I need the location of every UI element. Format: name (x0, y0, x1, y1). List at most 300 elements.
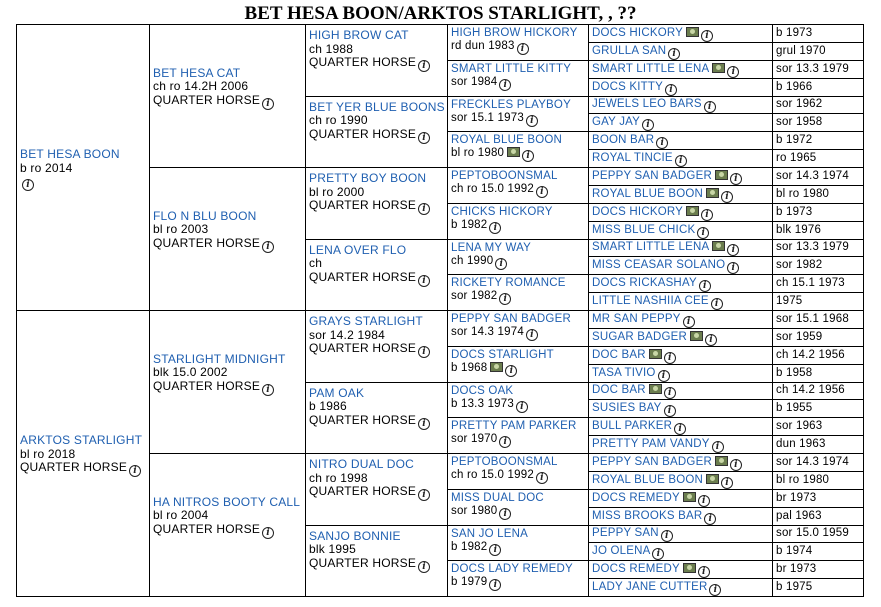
horse-color-year: bl ro 2000 (309, 184, 365, 199)
horse-name-link[interactable]: PRETTY PAM PARKER (451, 420, 577, 433)
horse-detail (451, 290, 585, 305)
horse-color-year: sor 14.3 1974 (776, 169, 849, 182)
breed-label: QUARTER HORSE (153, 92, 261, 107)
horse-cell (588, 24, 773, 43)
horse-color-year: bl ro 2004 (153, 508, 209, 522)
horse-detail-cell (772, 24, 864, 43)
horse-name-link[interactable]: DOCS RICKASHAY i (592, 277, 769, 292)
info-icon[interactable]: i (730, 173, 742, 185)
camera-icon[interactable] (715, 170, 728, 180)
horse-color-year: b 1968 (451, 361, 488, 374)
info-icon[interactable]: i (489, 222, 501, 234)
horse-cell (588, 560, 773, 579)
info-icon[interactable]: i (418, 418, 430, 430)
horse-name-link[interactable]: FRECKLES PLAYBOY (451, 98, 571, 111)
camera-icon[interactable] (649, 384, 662, 394)
horse-name-link[interactable]: MR SAN PEPPY i (592, 313, 769, 328)
info-icon[interactable]: i (489, 579, 501, 591)
camera-icon[interactable] (690, 331, 703, 341)
horse-color-year: grul 1970 (776, 44, 826, 57)
horse-color-year: bl ro 1980 (776, 473, 830, 486)
camera-icon[interactable] (686, 206, 699, 216)
horse-name-link[interactable]: GRAYS STARLIGHT (309, 314, 423, 328)
horse-color-year: b ro 2014 (20, 160, 73, 175)
horse-name-link[interactable]: JEWELS LEO BARS i (592, 98, 769, 113)
breed-label: QUARTER HORSE (309, 555, 417, 570)
horse-color-year: b 13.3 1973 (451, 397, 514, 410)
breed-label: QUARTER HORSE (20, 460, 128, 474)
horse-detail-cell (772, 292, 864, 311)
horse-detail (20, 162, 146, 176)
horse-color-year: ch ro 1990 (309, 113, 368, 127)
horse-cell (305, 453, 448, 526)
horse-color-year: ch ro 1998 (309, 470, 368, 485)
horse-cell (588, 167, 773, 186)
breed-label: QUARTER HORSE (309, 484, 417, 498)
horse-name-link[interactable]: GAY JAY i (592, 116, 769, 131)
info-icon[interactable]: i (22, 179, 34, 191)
horse-detail-cell (772, 489, 864, 508)
horse-name-link[interactable]: LADY JANE CUTTER i (592, 581, 769, 596)
horse-detail (309, 43, 444, 57)
horse-cell (588, 399, 773, 418)
info-icon[interactable]: i (418, 489, 430, 501)
info-icon[interactable]: i (262, 98, 274, 110)
info-icon[interactable]: i (698, 566, 710, 578)
horse-detail (451, 362, 585, 377)
horse-cell (447, 453, 589, 490)
horse-color-year: ch ro 15.0 1992 (451, 469, 534, 481)
horse-color-year: sor 1962 (776, 98, 823, 111)
horse-name-link[interactable]: SANJO BONNIE (309, 528, 401, 543)
horse-name-link[interactable]: CHICKS HICKORY (451, 205, 553, 218)
camera-icon[interactable] (649, 349, 662, 359)
horse-name-link[interactable]: LENA OVER FLO (309, 242, 407, 257)
horse-name-link[interactable]: ROYAL BLUE BOON i (592, 188, 769, 203)
horse-cell (588, 435, 773, 454)
horse-cell (588, 256, 773, 275)
horse-color-year: b 1975 (776, 581, 813, 594)
horse-cell (447, 417, 589, 454)
horse-detail-cell (772, 256, 864, 275)
horse-detail-cell (772, 42, 864, 61)
info-icon[interactable]: i (711, 298, 723, 310)
horse-cell (447, 525, 589, 562)
horse-name-link[interactable]: ROYAL TINCIE i (592, 152, 769, 167)
horse-cell (305, 382, 448, 455)
horse-cell (588, 525, 773, 544)
horse-detail (309, 186, 444, 200)
horse-detail (309, 257, 444, 271)
horse-detail (451, 40, 585, 55)
horse-name-link[interactable]: DOCS LADY REMEDY (451, 563, 573, 576)
horse-color-year: ch 1988 (309, 41, 354, 56)
horse-name-link[interactable]: MISS CEASAR SOLANO i (592, 259, 769, 274)
horse-cell (305, 96, 448, 169)
horse-color-year: bl ro 1980 (451, 147, 505, 160)
horse-cell (588, 149, 773, 168)
horse-color-year: bl ro 2018 (20, 446, 76, 461)
horse-detail-cell (772, 382, 864, 401)
horse-color-year: ch 14.2 1956 (776, 348, 845, 361)
camera-icon[interactable] (686, 27, 699, 37)
camera-icon[interactable] (706, 474, 719, 484)
info-icon[interactable]: i (701, 30, 713, 42)
info-icon[interactable]: i (661, 530, 673, 542)
info-icon[interactable]: i (664, 405, 676, 417)
horse-cell (447, 239, 589, 276)
info-icon[interactable]: i (697, 227, 709, 239)
horse-color-year: sor 15.1 1968 (776, 312, 849, 325)
info-icon[interactable]: i (499, 508, 511, 520)
horse-cell (588, 364, 773, 383)
horse-name-link[interactable]: DOC BAR i (592, 384, 769, 399)
horse-breed (153, 94, 302, 110)
horse-cell (16, 24, 150, 311)
horse-color-year: blk 1976 (776, 223, 822, 236)
horse-color-year: b 1966 (776, 80, 813, 93)
horse-color-year: ch ro 15.0 1992 (451, 183, 534, 195)
horse-color-year: bl ro 1980 (776, 187, 830, 200)
info-icon[interactable]: i (668, 48, 680, 60)
horse-name-link[interactable]: STARLIGHT MIDNIGHT (153, 351, 286, 366)
horse-detail (20, 448, 146, 462)
info-icon[interactable]: i (516, 401, 528, 413)
horse-name-link[interactable]: DOCS OAK (451, 384, 514, 397)
info-icon[interactable]: i (418, 275, 430, 287)
horse-name-link[interactable]: SAN JO LENA (451, 527, 528, 540)
horse-cell (305, 239, 448, 312)
horse-detail-cell (772, 113, 864, 132)
info-icon[interactable]: i (418, 346, 430, 358)
horse-name-link[interactable]: GRULLA SAN i (592, 45, 769, 60)
horse-name-link[interactable]: NITRO DUAL DOC (309, 457, 415, 471)
horse-name-link[interactable]: RICKETY ROMANCE (451, 277, 566, 290)
horse-breed (309, 199, 444, 215)
horse-detail (451, 76, 585, 91)
horse-color-year: ch 15.1 1973 (776, 277, 845, 290)
horse-detail-cell (772, 560, 864, 579)
info-icon[interactable]: i (727, 262, 739, 274)
horse-name-link[interactable]: MISS DUAL DOC (451, 491, 544, 504)
info-icon[interactable]: i (526, 115, 538, 127)
horse-breed (309, 56, 444, 72)
breed-label: QUARTER HORSE (153, 521, 261, 536)
info-icon[interactable]: i (536, 186, 548, 198)
horse-name-link[interactable]: DOCS HICKORY i (592, 206, 769, 221)
breed-label: QUARTER HORSE (309, 198, 417, 212)
horse-name-link[interactable]: MISS BROOKS BAR i (592, 510, 769, 525)
breed-label: QUARTER HORSE (309, 341, 417, 355)
horse-detail (451, 541, 585, 556)
horse-name-link[interactable]: BET YER BLUE BOONS (309, 99, 445, 114)
horse-name-link[interactable]: PAM OAK (309, 385, 365, 400)
info-icon[interactable]: i (699, 280, 711, 292)
info-icon[interactable]: i (129, 465, 141, 477)
horse-cell (588, 221, 773, 240)
horse-cell (588, 578, 773, 597)
camera-icon[interactable] (712, 241, 725, 251)
horse-color-year: ch 1990 (451, 254, 494, 267)
horse-name-link[interactable]: BULL PARKER i (592, 420, 769, 435)
horse-cell (588, 42, 773, 61)
info-icon[interactable]: i (262, 384, 274, 396)
horse-color-year: b 1982 (451, 540, 488, 553)
horse-name-link[interactable]: LITTLE NASHIIA CEE i (592, 295, 769, 310)
horse-name-link[interactable]: ROYAL BLUE BOON i (592, 474, 769, 489)
info-icon[interactable]: i (727, 244, 739, 256)
horse-name-link[interactable]: FLO N BLU BOON (153, 208, 257, 223)
horse-detail (309, 400, 444, 414)
info-icon[interactable]: i (642, 119, 654, 131)
horse-cell (447, 24, 589, 61)
horse-color-year: pal 1963 (776, 509, 822, 522)
horse-color-year: sor 13.3 1979 (776, 62, 849, 75)
info-icon[interactable]: i (418, 60, 430, 72)
horse-color-year: 1975 (776, 295, 803, 308)
horse-name-link[interactable]: PRETTY BOY BOON (309, 171, 427, 185)
horse-color-year: sor 1958 (776, 116, 823, 129)
horse-color-year: b 1973 (776, 26, 813, 39)
horse-cell (447, 310, 589, 347)
horse-color-year: b 1972 (776, 134, 813, 147)
horse-breed (309, 557, 444, 573)
info-icon[interactable]: i (709, 584, 721, 596)
info-icon[interactable]: i (683, 316, 695, 328)
horse-color-year: sor 1980 (451, 504, 498, 517)
horse-breed (153, 523, 302, 539)
horse-color-year: b 1955 (776, 402, 813, 415)
horse-name-link[interactable]: PEPTOBOONSMAL (451, 456, 558, 468)
horse-detail-cell (772, 542, 864, 561)
horse-cell (447, 489, 589, 526)
horse-name-link[interactable]: LENA MY WAY (451, 241, 531, 254)
horse-detail (451, 112, 585, 127)
info-icon[interactable]: i (665, 84, 677, 96)
horse-name-link[interactable]: DOCS KITTY i (592, 81, 769, 96)
horse-cell (588, 346, 773, 365)
camera-icon[interactable] (712, 63, 725, 73)
horse-detail (309, 114, 444, 128)
horse-cell (588, 113, 773, 132)
info-icon[interactable]: i (262, 241, 274, 253)
info-icon[interactable]: i (495, 258, 507, 270)
horse-detail (451, 576, 585, 591)
horse-detail (153, 366, 302, 380)
horse-detail-cell (772, 435, 864, 454)
horse-cell (588, 507, 773, 526)
horse-name-link[interactable]: HIGH BROW CAT (309, 28, 409, 42)
info-icon[interactable]: i (658, 370, 670, 382)
horse-detail-cell (772, 399, 864, 418)
info-icon[interactable]: i (418, 203, 430, 215)
breed-label: QUARTER HORSE (309, 55, 417, 69)
horse-name-link[interactable]: DOC BAR i (592, 349, 769, 364)
horse-detail (153, 509, 302, 523)
horse-name-link[interactable]: DOCS HICKORY i (592, 27, 769, 42)
info-icon[interactable]: i (698, 495, 710, 507)
horse-name-link[interactable]: SMART LITTLE KITTY (451, 62, 572, 75)
info-icon[interactable]: i (704, 101, 716, 113)
info-icon[interactable]: i (418, 132, 430, 144)
horse-detail (451, 433, 585, 448)
horse-color-year: sor 14.2 1984 (309, 327, 385, 342)
horse-cell (588, 328, 773, 347)
horse-cell (588, 78, 773, 97)
camera-icon[interactable] (706, 188, 719, 198)
horse-detail (451, 255, 585, 270)
info-icon[interactable]: i (262, 527, 274, 539)
horse-color-year: br 1973 (776, 563, 817, 576)
info-icon[interactable]: i (721, 191, 733, 203)
horse-cell (588, 310, 773, 329)
horse-name-link[interactable]: BET HESA BOON (20, 147, 120, 161)
info-icon[interactable]: i (712, 441, 724, 453)
horse-detail-cell (772, 185, 864, 204)
horse-name-link[interactable]: JO OLENA i (592, 545, 769, 560)
horse-color-year: sor 15.1 1973 (451, 111, 524, 124)
camera-icon[interactable] (683, 563, 696, 573)
horse-detail-cell (772, 274, 864, 293)
horse-cell (447, 382, 589, 419)
horse-color-year: b 1958 (776, 366, 813, 379)
horse-detail-cell (772, 417, 864, 436)
info-icon[interactable]: i (418, 561, 430, 573)
horse-name-link[interactable]: BOON BAR i (592, 134, 769, 149)
horse-detail (309, 543, 444, 557)
horse-name-link[interactable]: DOCS REMEDY i (592, 563, 769, 578)
horse-cell (447, 131, 589, 168)
camera-icon[interactable] (715, 456, 728, 466)
horse-cell (305, 167, 448, 240)
horse-cell (588, 382, 773, 401)
horse-name-link[interactable]: ARKTOS STARLIGHT (20, 433, 143, 447)
horse-cell (588, 489, 773, 508)
horse-detail-cell (772, 78, 864, 97)
horse-name-link[interactable]: SMART LITTLE LENA i (592, 241, 769, 256)
info-icon[interactable]: i (522, 150, 534, 162)
horse-breed (309, 342, 444, 358)
horse-cell (588, 274, 773, 293)
info-icon[interactable]: i (499, 436, 511, 448)
horse-detail-cell (772, 131, 864, 150)
horse-color-year: ch 14.2 1956 (776, 384, 845, 397)
horse-color-year: sor 14.3 1974 (451, 326, 524, 338)
horse-color-year: b 1986 (309, 399, 347, 413)
info-icon[interactable]: i (674, 423, 686, 435)
breed-label: QUARTER HORSE (153, 378, 261, 393)
info-icon[interactable]: i (652, 548, 664, 560)
horse-name-link[interactable]: PEPPY SAN i (592, 527, 769, 542)
horse-name-link[interactable]: PRETTY PAM VANDY i (592, 438, 769, 453)
horse-name-link[interactable]: MISS BLUE CHICK i (592, 224, 769, 239)
info-icon[interactable]: i (664, 387, 676, 399)
horse-cell (447, 560, 589, 597)
horse-detail-cell (772, 471, 864, 490)
horse-name-link[interactable]: SMART LITTLE LENA i (592, 63, 769, 78)
info-icon[interactable]: i (701, 209, 713, 221)
horse-cell (588, 471, 773, 490)
horse-color-year: rd dun 1983 (451, 40, 515, 52)
info-icon[interactable]: i (536, 472, 548, 484)
horse-color-year: sor 13.3 1979 (776, 241, 849, 254)
horse-name-link[interactable]: PEPPY SAN BADGER i (592, 170, 769, 185)
horse-detail-cell (772, 239, 864, 258)
info-icon[interactable]: i (656, 137, 668, 149)
breed-label: QUARTER HORSE (309, 126, 417, 141)
horse-cell (149, 24, 306, 168)
horse-detail-cell (772, 453, 864, 472)
horse-cell (588, 203, 773, 222)
info-icon[interactable]: i (704, 513, 716, 525)
horse-detail-cell (772, 346, 864, 365)
info-icon[interactable]: i (505, 365, 517, 377)
info-icon[interactable]: i (489, 544, 501, 556)
horse-color-year: sor 1984 (451, 75, 498, 88)
info-icon[interactable]: i (517, 43, 529, 55)
horse-cell (588, 239, 773, 258)
horse-detail-cell (772, 328, 864, 347)
horse-color-year: sor 1959 (776, 330, 823, 343)
horse-cell (149, 453, 306, 597)
info-icon[interactable]: i (721, 477, 733, 489)
camera-icon[interactable] (490, 362, 503, 372)
horse-detail (451, 469, 585, 484)
horse-cell (588, 96, 773, 115)
horse-name-link[interactable]: PEPTOBOONSMAL (451, 170, 558, 182)
horse-cell (149, 310, 306, 454)
horse-name-link[interactable]: PEPPY SAN BADGER (451, 313, 571, 325)
info-icon[interactable]: i (675, 155, 687, 167)
horse-cell (149, 167, 306, 311)
horse-name-link[interactable]: HA NITROS BOOTY CALL (153, 494, 301, 509)
horse-name-link[interactable]: TASA TIVIO i (592, 367, 769, 382)
horse-detail-cell (772, 60, 864, 79)
info-icon[interactable]: i (499, 293, 511, 305)
horse-name-link[interactable]: ROYAL BLUE BOON (451, 134, 563, 147)
horse-breed (309, 414, 444, 430)
horse-breed (153, 237, 302, 253)
horse-name-link[interactable]: HIGH BROW HICKORY (451, 27, 578, 39)
info-icon[interactable]: i (730, 459, 742, 471)
camera-icon[interactable] (683, 492, 696, 502)
horse-name-link[interactable]: DOCS REMEDY i (592, 492, 769, 507)
horse-name-link[interactable]: PEPPY SAN BADGER i (592, 456, 769, 471)
horse-detail (451, 183, 585, 198)
horse-color-year: dun 1963 (776, 438, 826, 451)
info-icon[interactable]: i (526, 329, 538, 341)
camera-icon[interactable] (507, 147, 520, 157)
horse-cell (305, 24, 448, 97)
horse-name-link[interactable]: SUSIES BAY i (592, 402, 769, 417)
horse-color-year: b 1973 (776, 205, 813, 218)
horse-detail (451, 398, 585, 413)
info-icon[interactable]: i (705, 334, 717, 346)
horse-detail-cell (772, 310, 864, 329)
horse-color-year: sor 1963 (776, 420, 823, 433)
info-icon[interactable]: i (499, 79, 511, 91)
horse-cell (588, 542, 773, 561)
horse-cell (16, 310, 150, 597)
info-icon[interactable]: i (664, 352, 676, 364)
horse-name-link[interactable]: SUGAR BADGER i (592, 331, 769, 346)
horse-name-link[interactable]: DOCS STARLIGHT (451, 348, 554, 361)
info-icon[interactable]: i (727, 66, 739, 78)
horse-name-link[interactable]: BET HESA CAT (153, 65, 241, 80)
info-row (20, 175, 146, 191)
horse-cell (588, 292, 773, 311)
horse-detail (309, 472, 444, 486)
